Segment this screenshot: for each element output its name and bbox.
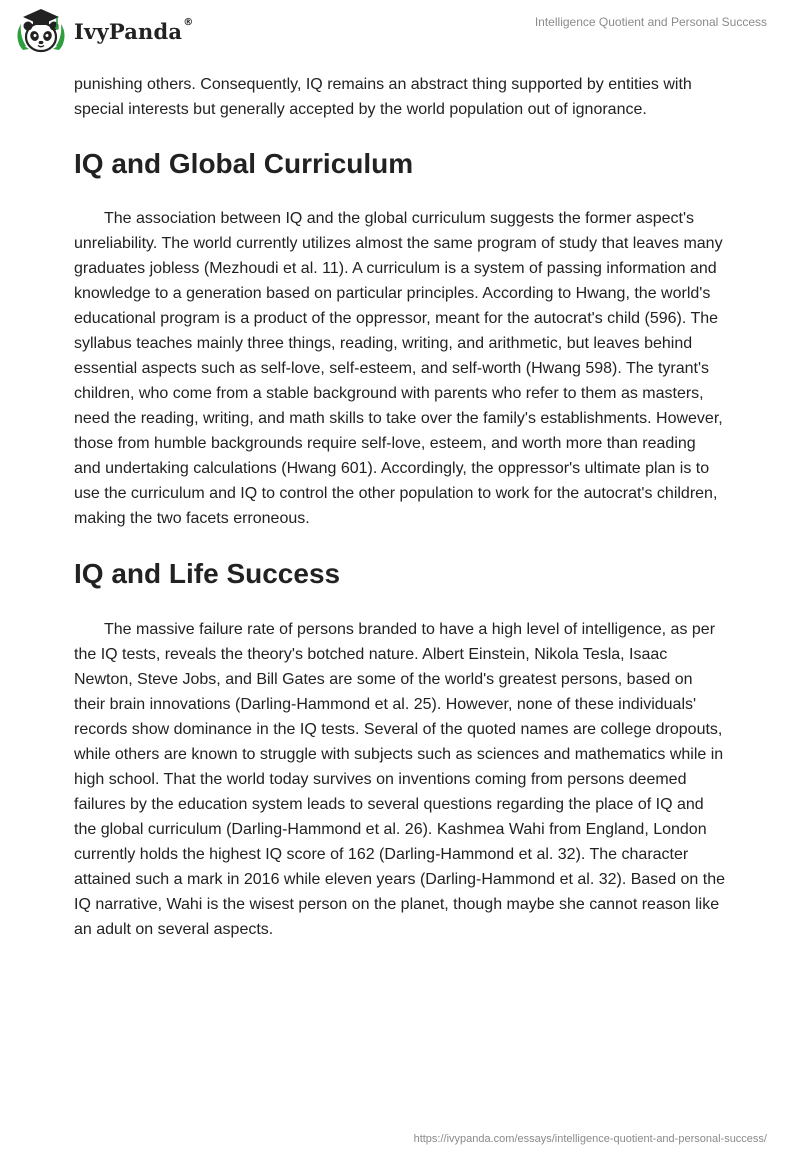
page-header — [0, 0, 800, 60]
essay-body — [74, 72, 726, 942]
registered-mark: ® — [183, 16, 194, 28]
section-paragraph-global-curriculum: The association between IQ and the global curriculum suggests the former aspect's unreliability. The world currently utilizes almost the same program of study that leaves many graduates jobless (Mezhoudi et al. 11). A curriculum is a system of passing information and knowledge to a generation based on particular principles. According to Hwang, the world's educational program is a product of the oppressor, meant for the autocrat's child (596). The syllabus teaches mainly three things, reading, writing, and arithmetic, but leaves behind essential aspects such as self-love, self-esteem, and self-worth (Hwang 598). The tyrant's children, who come from a stable background with parents who refer to them as masters, need the reading, writing, and math skills to take over the family's establishments. However, those from humble backgrounds require self-love, esteem, and worth more than reading and undertaking calculations (Hwang 601). Accordingly, the oppressor's ultimate plan is to use the curriculum and IQ to control the other population to work for the autocrat's children, making the two facets erroneous. — [74, 210, 723, 527]
brand-logo[interactable] — [14, 6, 193, 56]
section-heading-life-success: IQ and Life Success — [74, 558, 341, 589]
section-heading-global-curriculum: IQ and Global Curriculum — [74, 148, 414, 179]
brand-name: IvyPanda® — [74, 16, 194, 44]
intro-paragraph: punishing others. Consequently, IQ remains an abstract thing supported by entities with special interests but generally accepted by the world population out of ignorance. — [74, 76, 692, 118]
document-title: Intelligence Quotient and Personal Success — [534, 15, 767, 29]
panda-graduate-icon — [14, 6, 68, 56]
source-url[interactable]: https://ivypanda.com/essays/intelligence-quotient-and-personal-success/ — [413, 1133, 767, 1145]
section-paragraph-life-success: The massive failure rate of persons branded to have a high level of intelligence, as per the IQ tests, reveals the theory's botched nature. Albert Einstein, Nikola Tesla, Isaac Newton, Steve Jobs, and Bill Gates are some of the world's greatest persons, based on their brain innovations (Darling-Hammond et al. 25). However, none of these individuals' records show dominance in the IQ tests. Several of the quoted names are college dropouts, while others are known to struggle with subjects such as sciences and mathematics while in high school. That the world today survives on inventions coming from persons deemed failures by the education system leads to several questions regarding the place of IQ and the global curriculum (Darling-Hammond et al. 26). Kashmea Wahi from England, London currently holds the highest IQ score of 162 (Darling-Hammond et al. 32). The character attained such a mark in 2016 while eleven years (Darling-Hammond et al. 32). Based on the IQ narrative, Wahi is the wisest person on the planet, though maybe she cannot reason like an adult on several aspects. — [74, 621, 726, 938]
